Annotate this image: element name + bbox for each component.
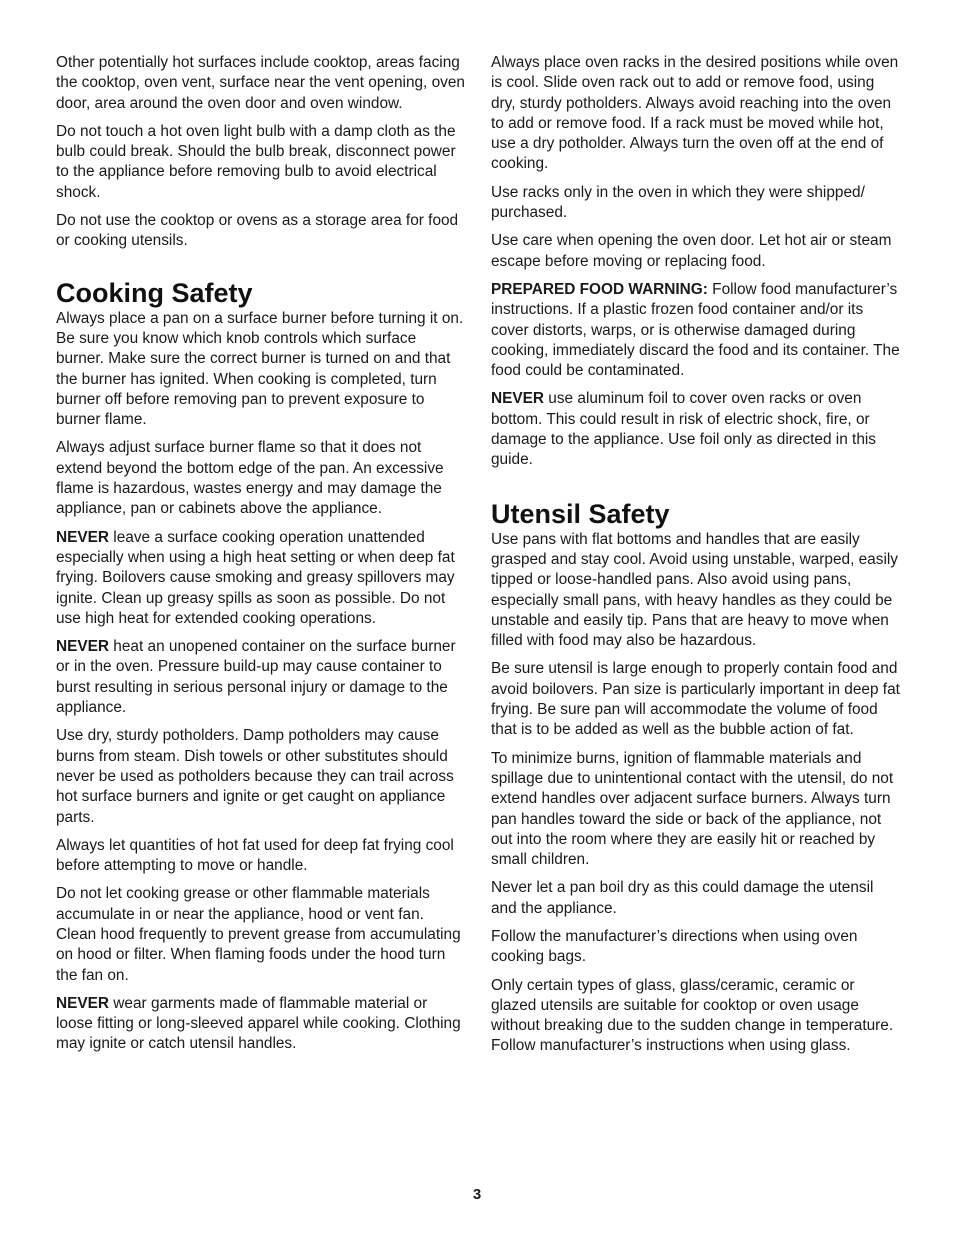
paragraph: Only certain types of glass, glass/ceramic, ceramic or glazed utensils are suitable for cooktop or oven usage without breaking due to the sudden change in temperature. Follow manufacturer’s instructions when using glass. bbox=[491, 976, 894, 1055]
paragraph: Always place oven racks in the desired positions while oven is cool. Slide oven rack out to add or remove food, using dry, sturdy potholders. Always avoid reaching into the oven to add or remove food. If a rack must be moved while hot, use a dry potholder. Always turn the oven off at the end of cooking. bbox=[491, 54, 899, 173]
paragraph-text: use aluminum foil to cover oven racks or oven bottom. This could result in risk of electric shock, fire, or damage to the appliance. Use foil only as directed in this guide. bbox=[491, 390, 876, 469]
paragraph: Never let a pan boil dry as this could damage the utensil and the appliance. bbox=[491, 879, 874, 917]
paragraph: Use pans with flat bottoms and handles that are easily grasped and stay cool. Avoid using unstable, warped, easily tipped or loose-handled pans. Also avoid using pans, especially small pans, with heavy handles as they could be unstable and easily tip. Pans that are heavy to move when filled with food may also be hazardous. bbox=[491, 530, 898, 650]
paragraph-text: heat an unopened container on the surface burner or in the oven. Pressure build-up may cause container to burst resulting in serious personal injury or damage to the appliance. bbox=[56, 638, 456, 717]
warning-keyword: PREPARED FOOD WARNING: bbox=[491, 280, 708, 298]
paragraph-text: Follow food manufacturer’s instructions. If a plastic frozen food container and/or its cover distorts, warps, or is otherwise damaged during cooking, immediately discard the food and its container. The food could be contaminated. bbox=[491, 280, 900, 380]
paragraph: Be sure utensil is large enough to properly contain food and avoid boilovers. Pan size is particularly important in deep fat frying. Be sure pan will accommodate the volume of food that is to be added as well as the bubble action of fat. bbox=[491, 660, 900, 739]
paragraph: Use care when opening the oven door. Let hot air or steam escape before moving or replacing food. bbox=[491, 232, 892, 270]
utensil-safety-heading: Utensil Safety bbox=[491, 498, 670, 529]
page-number: 3 bbox=[472, 1186, 482, 1203]
paragraph: Other potentially hot surfaces include cooktop, areas facing the cooktop, oven vent, surface near the vent opening, oven door, area around the oven door and oven window. bbox=[56, 54, 465, 112]
paragraph-text: leave a surface cooking operation unattended especially when using a high heat setting or when deep fat frying. Boilovers cause smoking and greasy spillovers may ignite. Clean up greasy spills as soon as possible. Do not use high heat for extended cooking operations. bbox=[56, 528, 455, 627]
paragraph: Do not touch a hot oven light bulb with a damp cloth as the bulb could break. Should the bulb break, disconnect power to the appliance before removing bulb to avoid electrical shock. bbox=[56, 122, 456, 201]
paragraph: To minimize burns, ignition of flammable materials and spillage due to unintentional contact with the utensil, do not extend handles over adjacent surface burners. Always turn pan handles toward the side or back of the appliance, not out into the room where they are easily hit or reached by small children. bbox=[491, 749, 894, 869]
left-column bbox=[56, 53, 468, 1063]
paragraph: Use dry, sturdy potholders. Damp potholders may cause burns from steam. Dish towels or other substitutes should never be used as potholders because they can trail across hot surface burners and ignite or get caught on appliance parts. bbox=[56, 727, 454, 826]
never-keyword: NEVER bbox=[56, 638, 110, 656]
paragraph: Always let quantities of hot fat used for deep fat frying cool before attempting to move or handle. bbox=[56, 836, 454, 875]
paragraph: Follow the manufacturer’s directions when using oven cooking bags. bbox=[491, 927, 858, 966]
paragraph bbox=[56, 994, 468, 1055]
paragraph bbox=[56, 528, 468, 629]
never-keyword: NEVER bbox=[491, 390, 545, 408]
paragraph bbox=[491, 389, 903, 470]
never-keyword: NEVER bbox=[56, 528, 110, 546]
right-column bbox=[491, 53, 903, 1065]
paragraph: Do not let cooking grease or other flammable materials accumulate in or near the appliance, hood or vent fan. Clean hood frequently to prevent grease from accumulating on hood or filter. When flaming foods under the hood turn the fan on. bbox=[56, 885, 461, 984]
paragraph: Use racks only in the oven in which they were shipped/ purchased. bbox=[491, 183, 865, 222]
paragraph-text: wear garments made of flammable material or loose fitting or long-sleeved apparel while cooking. Clothing may ignite or catch utensil handles. bbox=[56, 994, 461, 1053]
cooking-safety-heading: Cooking Safety bbox=[56, 277, 253, 308]
paragraph bbox=[491, 280, 903, 381]
never-keyword: NEVER bbox=[56, 994, 110, 1012]
paragraph: Do not use the cooktop or ovens as a storage area for food or cooking utensils. bbox=[56, 212, 459, 250]
paragraph: Always place a pan on a surface burner before turning it on. Be sure you know which knob controls which surface burner. Make sure the correct burner is turned on and that the burner has ignited. When cooking is completed, turn burner off before removing pan to prevent exposure to burner flame. bbox=[56, 309, 464, 429]
paragraph: Always adjust surface burner flame so that it does not extend beyond the bottom edge of the pan. An excessive flame is hazardous, wastes energy and may damage the appliance, pan or cabinets above the appliance. bbox=[56, 439, 444, 518]
paragraph bbox=[56, 637, 468, 718]
